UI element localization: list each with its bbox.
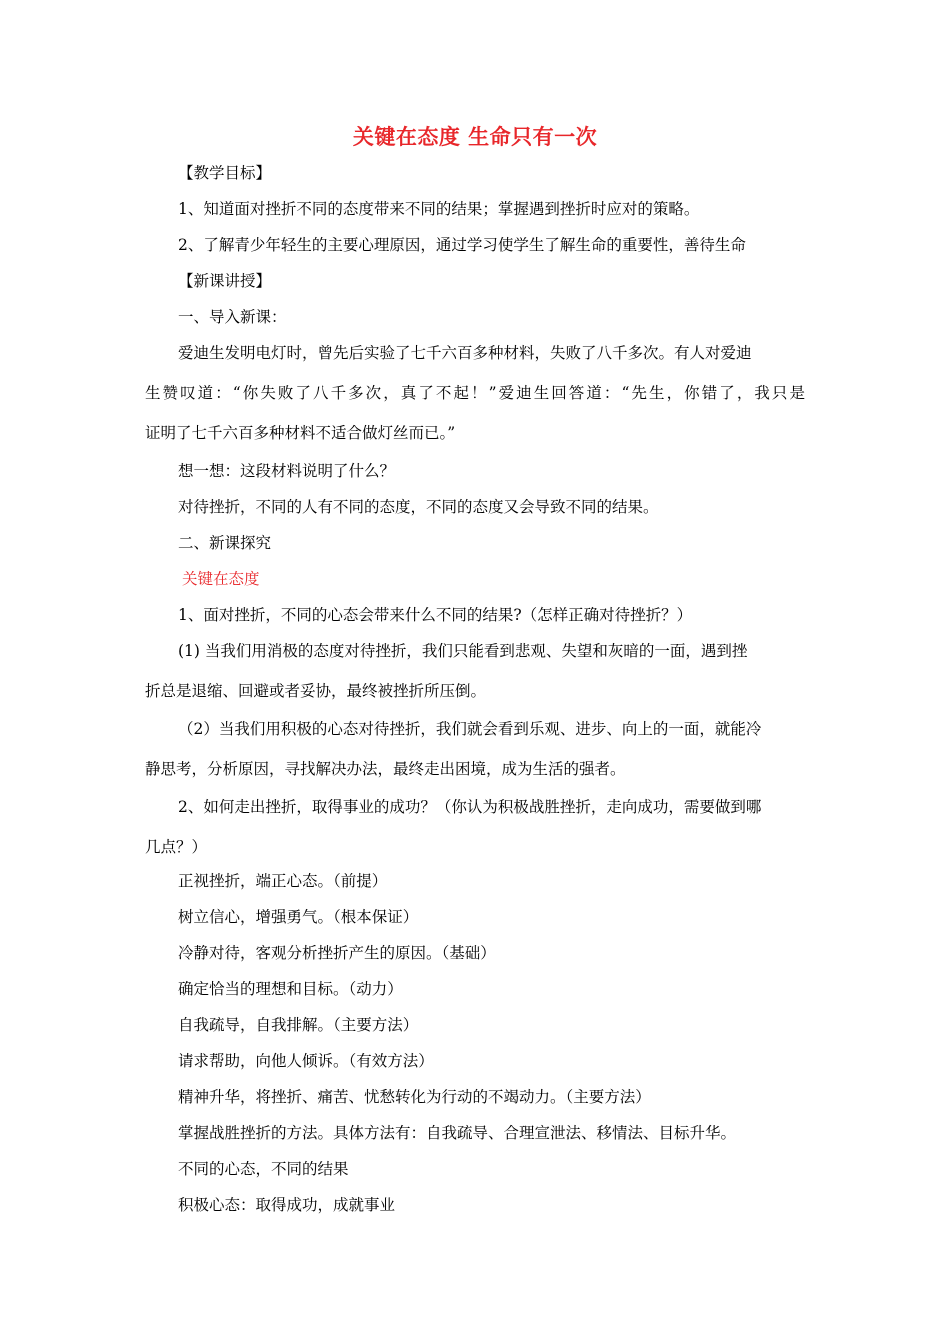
list-item: 请求帮助，向他人倾诉。（有效方法） <box>178 1052 434 1070</box>
paragraph-line: (1) 当我们用消极的态度对待挫折，我们只能看到悲观、失望和灰暗的一面，遇到挫 <box>178 642 748 660</box>
list-item: 树立信心，增强勇气。（根本保证） <box>178 908 419 926</box>
section-intro: 一、导入新课： <box>178 308 287 326</box>
paragraph-line: 静思考，分析原因，寻找解决办法，最终走出困境，成为生活的强者。 <box>145 760 626 778</box>
question-line: 几点？） <box>145 838 208 856</box>
question-line: 1、面对挫折，不同的心态会带来什么不同的结果?（怎样正确对待挫折？） <box>178 606 693 624</box>
list-item: 确定恰当的理想和目标。（动力） <box>178 980 403 998</box>
document-title: 关键在态度 生命只有一次 <box>352 124 598 149</box>
paragraph-line: 证明了七千六百多种材料不适合做灯丝而已。” <box>145 424 456 442</box>
paragraph-line: 爱迪生发明电灯时，曾先后实验了七千六百多种材料，失败了八千多次。有人对爱迪 <box>178 344 752 362</box>
list-item: 积极心态：取得成功，成就事业 <box>178 1196 396 1214</box>
heading-teaching-goals: 【教学目标】 <box>178 164 272 182</box>
section-subheading: 关键在态度 <box>182 570 260 588</box>
list-item: 掌握战胜挫折的方法。具体方法有：自我疏导、合理宣泄法、移情法、目标升华。 <box>178 1124 737 1142</box>
list-item: 正视挫折，端正心态。（前提） <box>178 872 388 890</box>
list-item: 不同的心态，不同的结果 <box>178 1160 349 1178</box>
question-line: 2、如何走出挫折，取得事业的成功？（你认为积极战胜挫折，走向成功，需要做到哪 <box>178 798 762 816</box>
goal-1: 1、知道面对挫折不同的态度带来不同的结果；掌握遇到挫折时应对的策略。 <box>178 200 700 218</box>
goal-2: 2、了解青少年轻生的主要心理原因，通过学习使学生了解生命的重要性，善待生命 <box>178 236 746 254</box>
paragraph-line: 生赞叹道：“你失败了八千多次，真了不起！”爱迪生回答道：“先生，你错了，我只是 <box>145 384 805 402</box>
paragraph-line: 折总是退缩、回避或者妥协，最终被挫折所压倒。 <box>145 682 487 700</box>
heading-new-lesson: 【新课讲授】 <box>178 272 272 290</box>
list-item: 冷静对待，客观分析挫折产生的原因。（基础） <box>178 944 496 962</box>
paragraph-line: 对待挫折，不同的人有不同的态度，不同的态度又会导致不同的结果。 <box>178 498 659 516</box>
list-item: 精神升华，将挫折、痛苦、忧愁转化为行动的不竭动力。（主要方法） <box>178 1088 651 1106</box>
question-line: 想一想：这段材料说明了什么？ <box>178 462 396 480</box>
paragraph-line: （2）当我们用积极的心态对待挫折，我们就会看到乐观、进步、向上的一面，就能冷 <box>178 720 762 738</box>
list-item: 自我疏导，自我排解。（主要方法） <box>178 1016 419 1034</box>
section-explore: 二、新课探究 <box>178 534 272 552</box>
